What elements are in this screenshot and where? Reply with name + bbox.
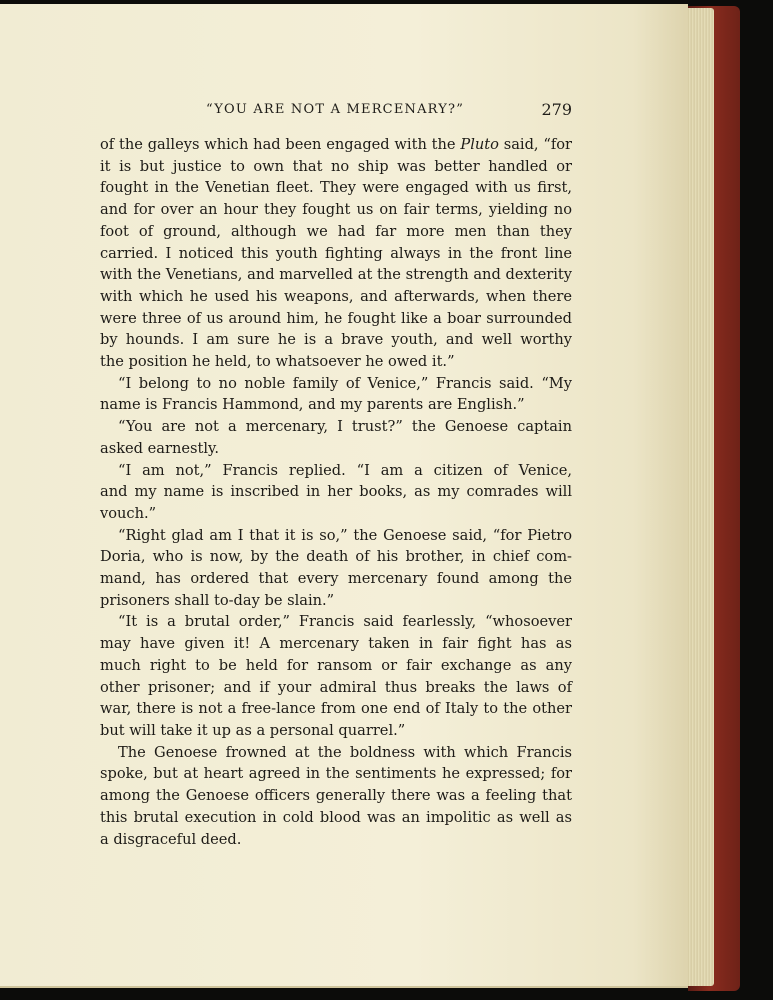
text-line: prisoners shall to-day be slain.” bbox=[100, 591, 335, 609]
text-line: “I belong to no noble family of Venice,” Francis said. “My bbox=[118, 374, 572, 392]
text-line: with which he used his weapons, and afterwards, when there bbox=[100, 287, 572, 305]
text-line: foot of ground, although we had far more men than they bbox=[100, 222, 572, 240]
text-line: among the Genoese officers generally there was a feeling that bbox=[100, 787, 572, 805]
text-line: by hounds. I am sure he is a brave youth, and well worthy bbox=[100, 331, 572, 349]
text-line: but will take it up as a personal quarrel.” bbox=[100, 721, 406, 739]
text-line: Doria, who is now, by the death of his brother, in chief com- bbox=[100, 548, 572, 566]
text-line: much right to be held for ransom or fair exchange as any bbox=[100, 656, 572, 674]
text-line: were three of us around him, he fought like a boar surrounded bbox=[100, 309, 572, 327]
body-text bbox=[100, 134, 572, 850]
page-header bbox=[100, 100, 572, 124]
text-line: may have given it! A mercenary taken in fair fight has as bbox=[100, 635, 572, 653]
text-line: asked earnestly. bbox=[100, 439, 219, 457]
text-line: “I am not,” Francis replied. “I am a citizen of Venice, bbox=[118, 461, 572, 479]
text-line: The Genoese frowned at the boldness with which Francis bbox=[118, 743, 572, 761]
text-line: spoke, but at heart agreed in the sentiments he expressed; for bbox=[100, 765, 572, 783]
text-line: fought in the Venetian fleet. They were engaged with us first, bbox=[100, 179, 572, 197]
text-line: mand, has ordered that every mercenary found among the bbox=[100, 570, 572, 588]
text-line: and my name is inscribed in her books, as my comrades will bbox=[100, 483, 572, 501]
page-number: 279 bbox=[541, 100, 572, 119]
text-line: with the Venetians, and marvelled at the strength and dexterity bbox=[100, 266, 572, 284]
text-line: carried. I noticed this youth fighting always in the front line bbox=[100, 244, 572, 262]
text-line: of the galleys which had been engaged with the Pluto said, “for bbox=[100, 136, 572, 153]
text-line: the position he held, to whatsoever he owed it.” bbox=[100, 353, 455, 371]
running-head: “YOU ARE NOT A MERCENARY?” bbox=[206, 102, 465, 117]
text-line: vouch.” bbox=[100, 504, 157, 522]
text-line: a disgraceful deed. bbox=[100, 830, 242, 848]
text-line: “You are not a mercenary, I trust?” the Genoese captain bbox=[118, 418, 572, 436]
text-line: and for over an hour they fought us on fair terms, yielding no bbox=[100, 201, 572, 219]
text-line: “Right glad am I that it is so,” the Genoese said, “for Pietro bbox=[118, 526, 572, 544]
text-line: it is but justice to own that no ship was better handled or bbox=[100, 157, 572, 175]
text-line: “It is a brutal order,” Francis said fearlessly, “whosoever bbox=[118, 613, 572, 631]
book-page bbox=[0, 4, 688, 988]
text-line: war, there is not a free-lance from one end of Italy to the other bbox=[100, 700, 572, 718]
text-line: this brutal execution in cold blood was an impolitic as well as bbox=[100, 808, 572, 826]
text-line: name is Francis Hammond, and my parents are English.” bbox=[100, 396, 525, 414]
text-line: other prisoner; and if your admiral thus breaks the laws of bbox=[100, 678, 572, 696]
